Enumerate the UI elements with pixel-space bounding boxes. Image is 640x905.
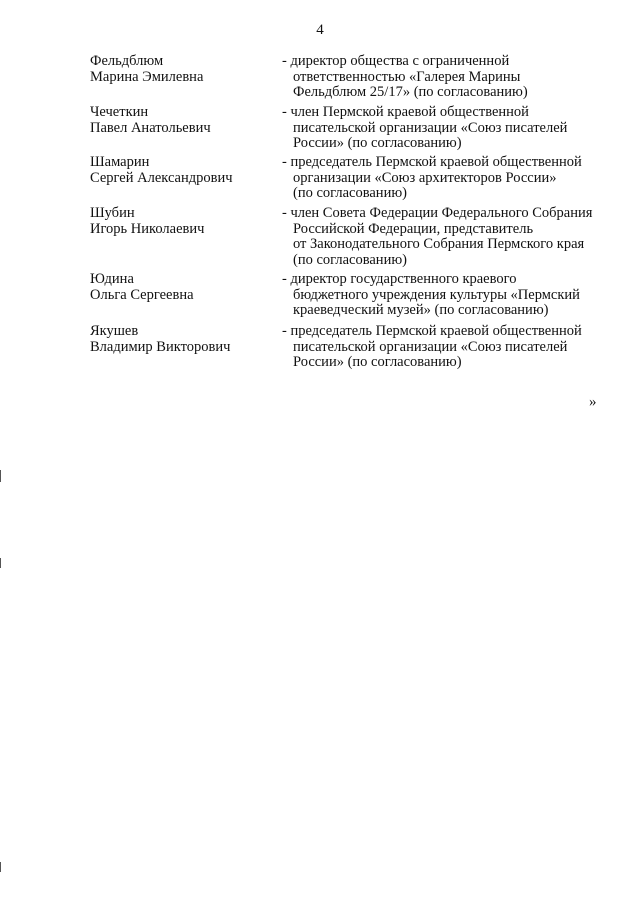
member-given-names: Сергей Александрович bbox=[90, 169, 233, 186]
member-surname: Шубин bbox=[90, 205, 135, 221]
role-line: России» (по согласованию) bbox=[293, 135, 462, 151]
member-surname: Чечеткин bbox=[90, 104, 149, 120]
closing-quote: » bbox=[589, 394, 597, 410]
member-name bbox=[90, 54, 270, 85]
member-given-names: Игорь Николаевич bbox=[90, 220, 205, 237]
scan-edge-mark bbox=[0, 862, 1, 872]
member-surname: Фельдблюм bbox=[90, 53, 164, 69]
member-given-names: Владимир Викторович bbox=[90, 338, 231, 355]
member-role bbox=[282, 54, 622, 101]
role-line: - директор общества с ограниченной bbox=[282, 53, 510, 69]
member-role bbox=[282, 105, 622, 152]
member-name bbox=[90, 155, 270, 186]
role-line: - член Совета Федерации Федерального Собрания bbox=[282, 205, 593, 221]
member-given-names: Павел Анатольевич bbox=[90, 119, 211, 136]
role-line: России» (по согласованию) bbox=[293, 354, 462, 370]
role-line: - директор государственного краевого bbox=[282, 271, 517, 287]
member-name bbox=[90, 272, 270, 303]
role-line: - председатель Пермской краевой общественной bbox=[282, 323, 582, 339]
role-line: (по согласованию) bbox=[293, 251, 407, 268]
member-surname: Якушев bbox=[90, 323, 139, 339]
member-role bbox=[282, 272, 622, 319]
role-line: ответственностью «Галерея Марины bbox=[293, 68, 521, 85]
role-line: (по согласованию) bbox=[293, 185, 407, 201]
member-role bbox=[282, 324, 622, 371]
page-number: 4 bbox=[316, 22, 324, 38]
role-line: краеведческий музей» (по согласованию) bbox=[293, 302, 549, 318]
role-line: писательской организации «Союз писателей bbox=[293, 338, 568, 355]
scan-edge-mark bbox=[0, 470, 1, 482]
member-surname: Шамарин bbox=[90, 154, 150, 170]
scan-edge-mark bbox=[0, 558, 1, 568]
role-line: бюджетного учреждения культуры «Пермский bbox=[293, 286, 580, 303]
role-line: Российской Федерации, представитель bbox=[293, 220, 534, 237]
member-role bbox=[282, 155, 622, 202]
role-line: от Законодательного Собрания Пермского края bbox=[293, 236, 585, 252]
role-line: организации «Союз архитекторов России» bbox=[293, 169, 557, 186]
role-line: - председатель Пермской краевой общественной bbox=[282, 154, 582, 170]
role-line: - член Пермской краевой общественной bbox=[282, 104, 529, 120]
member-given-names: Марина Эмилевна bbox=[90, 68, 204, 85]
member-name bbox=[90, 105, 270, 136]
member-name bbox=[90, 324, 270, 355]
member-name bbox=[90, 206, 270, 237]
member-role bbox=[282, 206, 622, 268]
member-surname: Юдина bbox=[90, 271, 134, 287]
role-line: Фельдблюм 25/17» (по согласованию) bbox=[293, 84, 528, 100]
role-line: писательской организации «Союз писателей bbox=[293, 119, 568, 136]
member-given-names: Ольга Сергеевна bbox=[90, 286, 194, 303]
